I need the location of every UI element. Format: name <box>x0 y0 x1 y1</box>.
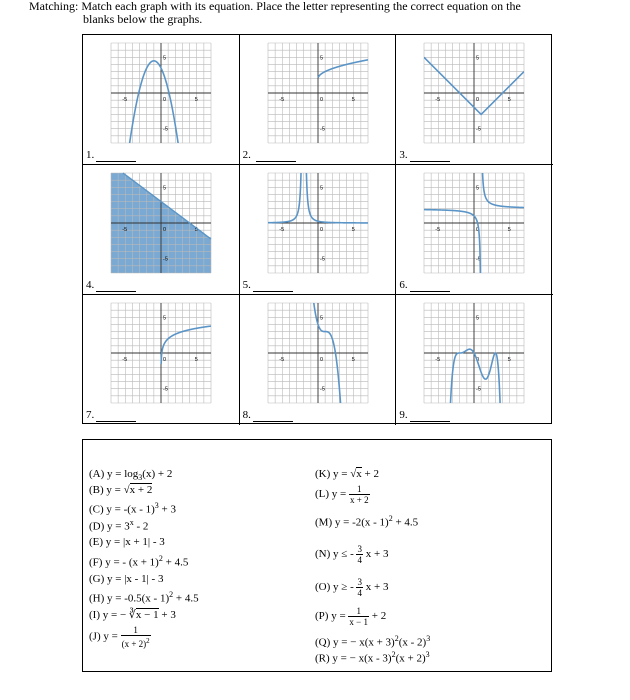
tick-label: -5 <box>319 256 325 263</box>
tick-label: -5 <box>476 256 482 263</box>
tick-label: 0 <box>476 227 480 233</box>
option-p: (P) y = $\frac{1}{x - 1}$ + 2 <box>315 606 387 627</box>
option-j: (J) y = $\frac{1}{(x + 2)^2}$ <box>89 625 150 649</box>
option-o: (O) y ≥ - $\frac{3}{4}$ x + 3 <box>315 577 389 598</box>
option-n: (N) y ≤ - $\frac{3}{4}$ x + 3 <box>315 544 389 565</box>
instructions-line-2: blanks below the graphs. <box>83 12 203 26</box>
graph-number: 2. <box>242 149 254 161</box>
graph-label-8 <box>243 409 293 422</box>
graph-grid <box>82 34 552 424</box>
tick-label: 5 <box>351 227 355 233</box>
tick-label: -5 <box>435 357 441 363</box>
option-h: (H) y = -0.5(x - 1)$^2$ + 4.5 <box>89 590 199 605</box>
option-q: (Q) y = − $x(x + 3)^2(x - 2)^3$ <box>315 634 431 649</box>
tick-label: 5 <box>476 315 480 322</box>
tick-label: -5 <box>278 227 284 233</box>
graph-3 <box>396 35 553 151</box>
graph-label-2 <box>243 149 296 162</box>
option-r: (R) y = − $x(x - 3)^2(x + 2)^3$ <box>315 650 430 665</box>
graph-label-4 <box>86 279 136 292</box>
tick-label: -5 <box>122 97 128 103</box>
graph-cell-9 <box>396 295 553 425</box>
answer-blank[interactable] <box>253 279 293 292</box>
tick-label: 5 <box>194 227 198 233</box>
tick-label: -5 <box>435 227 441 233</box>
tick-label: 5 <box>319 55 323 62</box>
tick-label: -5 <box>319 386 325 393</box>
answer-blank[interactable] <box>96 149 136 162</box>
tick-label: 5 <box>351 97 355 103</box>
tick-label: 0 <box>476 357 480 363</box>
tick-label: 5 <box>508 357 512 363</box>
answer-blank[interactable] <box>96 279 136 292</box>
option-d: (D) $y = 3^x - 2$ <box>89 518 149 533</box>
graph-cell-5 <box>240 165 397 295</box>
graph-number: 6. <box>399 279 408 291</box>
tick-label: -5 <box>435 97 441 103</box>
graph-label-7 <box>86 409 136 422</box>
answer-blank[interactable] <box>410 279 450 292</box>
graph-1 <box>83 35 240 151</box>
option-b: (B) y = √x + 2 <box>89 484 153 496</box>
graph-number: 4. <box>86 279 95 291</box>
graph-label-6 <box>399 279 449 292</box>
tick-label: 5 <box>351 357 355 363</box>
answer-blank[interactable] <box>96 409 136 422</box>
answer-blank[interactable] <box>256 149 296 162</box>
option-e: (E) y = |x + 1| - 3 <box>89 536 165 548</box>
option-g: (G) y = |x - 1| - 3 <box>89 573 164 585</box>
tick-label: -5 <box>476 126 482 133</box>
option-a: (A) $y = \log_3(x) + 2$ <box>89 468 173 483</box>
tick-label: 5 <box>508 227 512 233</box>
graph-number: 3. <box>399 149 408 161</box>
tick-label: -5 <box>278 97 284 103</box>
graph-4 <box>83 165 240 281</box>
tick-label: 0 <box>163 227 167 233</box>
graph-cell-3 <box>396 35 553 165</box>
tick-label: 5 <box>163 315 167 322</box>
graph-number: 1. <box>86 149 95 161</box>
graph-cell-4 <box>83 165 240 295</box>
tick-label: 5 <box>319 185 323 192</box>
tick-label: -5 <box>163 386 168 393</box>
tick-label: 5 <box>508 97 512 103</box>
graph-label-1 <box>86 149 136 162</box>
tick-label: -5 <box>319 126 325 133</box>
tick-label: 5 <box>163 55 167 62</box>
graph-cell-7 <box>83 295 240 425</box>
graph-number: 7. <box>86 409 95 421</box>
graph-number: 5. <box>242 279 251 291</box>
tick-label: -5 <box>476 386 482 393</box>
tick-label: 0 <box>476 97 480 103</box>
graph-number: 9. <box>399 409 408 421</box>
answer-blank[interactable] <box>253 409 293 422</box>
tick-label: -5 <box>278 357 284 363</box>
graph-cell-2 <box>240 35 397 165</box>
option-m: (M) y = -2(x - 1)$^2$ + 4.5 <box>315 514 419 529</box>
graph-5 <box>240 165 397 281</box>
tick-label: 5 <box>194 97 198 103</box>
tick-label: 0 <box>319 97 323 103</box>
tick-label: 0 <box>163 97 167 103</box>
graph-9 <box>396 295 553 411</box>
option-f: (F) y = - $(x + 1)^2 + 4.5$ <box>89 554 189 569</box>
graph-number: 8. <box>242 409 251 421</box>
instructions <box>29 0 589 26</box>
graph-2 <box>240 35 397 151</box>
answer-blank[interactable] <box>410 409 450 422</box>
option-i: (I) y = − ∛x − 1 + 3 <box>89 609 176 621</box>
tick-label: -5 <box>122 227 128 233</box>
equation-options-box <box>82 439 552 672</box>
tick-label: 5 <box>194 357 198 363</box>
tick-label: 5 <box>163 185 167 192</box>
graph-8 <box>240 295 397 411</box>
tick-label: -5 <box>163 256 168 263</box>
graph-label-3 <box>399 149 449 162</box>
graph-label-5 <box>243 279 293 292</box>
graph-6 <box>396 165 553 281</box>
option-l: (L) y = $\frac{1}{x + 2}$ <box>315 484 369 505</box>
curve <box>318 60 368 78</box>
tick-label: 5 <box>476 55 480 62</box>
graph-cell-1 <box>83 35 240 165</box>
tick-label: 5 <box>476 185 480 192</box>
tick-label: -5 <box>122 357 128 363</box>
graph-cell-6 <box>396 165 553 295</box>
option-c: (C) y = -(x - 1)$^3$ + 3 <box>89 501 176 516</box>
graph-label-9 <box>399 409 449 422</box>
tick-label: 0 <box>319 357 323 363</box>
graph-7 <box>83 295 240 411</box>
tick-label: -5 <box>163 126 168 133</box>
tick-label: 0 <box>319 227 323 233</box>
graph-cell-8 <box>240 295 397 425</box>
option-k: (K) y = √x + 2 <box>315 468 379 480</box>
tick-label: 5 <box>319 315 323 322</box>
answer-blank[interactable] <box>410 149 450 162</box>
tick-label: 0 <box>163 357 167 363</box>
instructions-line-1: Matching: Match each graph with its equation. Place the letter representing the correct equation on the <box>29 0 521 13</box>
